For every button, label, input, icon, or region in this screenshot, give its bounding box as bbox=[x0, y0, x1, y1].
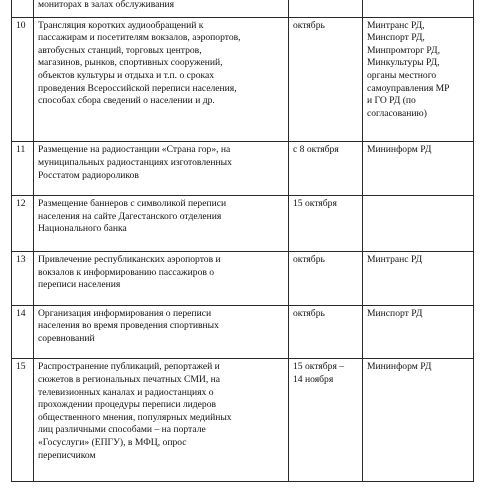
event-description-cell-line: телевизионных каналах и радиостанциях о bbox=[38, 386, 214, 398]
responsible-cell-line: Мининформ РД bbox=[367, 144, 432, 156]
event-description-cell-line: соревнований bbox=[38, 332, 95, 344]
deadline-cell bbox=[289, 251, 363, 305]
deadline-cell bbox=[289, 0, 363, 17]
event-description-cell-line: «Госуслуги» (ЕПГУ), в МФЦ, опрос bbox=[38, 437, 187, 449]
event-description-cell bbox=[34, 17, 289, 142]
event-description-cell-line: муниципальных радиостанциях изготовленных bbox=[38, 156, 232, 168]
deadline-cell-line: октябрь bbox=[293, 19, 325, 31]
deadline-cell-line: 15 октября bbox=[293, 198, 337, 210]
responsible-cell bbox=[363, 196, 474, 252]
event-description-cell-line: магазинов, рынков, спортивных сооружений, bbox=[38, 57, 223, 69]
event-description-cell-line: вокзалов к информированию пассажиров о bbox=[38, 266, 215, 278]
row-number-cell: 15 bbox=[12, 359, 34, 482]
row-number-cell: 12 bbox=[12, 196, 34, 252]
deadline-cell bbox=[289, 17, 363, 142]
event-description-cell-line: Размещение на радиостанции «Страна гор», на bbox=[38, 144, 231, 156]
deadline-cell-line: октябрь bbox=[293, 307, 325, 319]
empty-line bbox=[367, 0, 469, 12]
table-row bbox=[12, 0, 474, 17]
responsible-cell-line: и ГО РД (по bbox=[367, 95, 416, 107]
responsible-cell-line: Минтранс РД, bbox=[367, 19, 425, 31]
row-number-cell: 14 bbox=[12, 305, 34, 359]
row-number-cell: 13 bbox=[12, 251, 34, 305]
event-description-cell-line: переписи населения bbox=[38, 279, 121, 291]
row-number-cell bbox=[12, 0, 34, 17]
event-description-cell-line: Размещение баннеров с символикой переписи bbox=[38, 198, 227, 210]
event-description-cell-line: лиц различными способами – на портале bbox=[38, 424, 206, 436]
row-number-cell: 11 bbox=[12, 142, 34, 196]
deadline-cell bbox=[289, 305, 363, 359]
deadline-cell bbox=[289, 196, 363, 252]
responsible-cell bbox=[363, 17, 474, 142]
responsible-cell bbox=[363, 0, 474, 17]
event-description-cell-line: Росстатом радиороликов bbox=[38, 169, 139, 181]
events-plan-table-body bbox=[12, 0, 474, 482]
deadline-cell bbox=[289, 142, 363, 196]
events-plan-table bbox=[11, 0, 474, 482]
deadline-cell-line: 14 ноября bbox=[293, 374, 334, 386]
table-row bbox=[12, 359, 474, 482]
event-description-cell bbox=[34, 359, 289, 482]
event-description-cell-line: переписчиком bbox=[38, 449, 96, 461]
deadline-cell-line: октябрь bbox=[293, 253, 325, 265]
table-row bbox=[12, 142, 474, 196]
responsible-cell-line: Минпромторг РД, bbox=[367, 44, 440, 56]
table-row bbox=[12, 17, 474, 142]
event-description-cell-line: мониторах в залах обслуживания bbox=[38, 0, 175, 10]
event-description-cell bbox=[34, 196, 289, 252]
event-description-cell-line: Организация информирования о переписи bbox=[38, 307, 212, 319]
deadline-cell-line: 15 октября – bbox=[293, 361, 345, 373]
deadline-cell-line: с 8 октября bbox=[293, 144, 339, 156]
event-description-cell-line: пассажирам и посетителям вокзалов, аэропортов, bbox=[38, 32, 241, 44]
event-description-cell-line: общественного мнения, популярных медийных bbox=[38, 411, 232, 423]
deadline-cell bbox=[289, 359, 363, 482]
table-row bbox=[12, 251, 474, 305]
responsible-cell-line: Минспорт РД bbox=[367, 307, 423, 319]
responsible-cell-line: согласованию) bbox=[367, 107, 427, 119]
responsible-cell bbox=[363, 305, 474, 359]
event-description-cell-line: Трансляция коротких аудиообращений к bbox=[38, 19, 204, 31]
responsible-cell-line: Минспорт РД, bbox=[367, 32, 425, 44]
responsible-cell-line: Мининформ РД bbox=[367, 361, 432, 373]
responsible-cell-line: органы местного bbox=[367, 69, 437, 81]
event-description-cell bbox=[34, 142, 289, 196]
event-description-cell-line: объектов культуры и отдыха и т.п. о сроках bbox=[38, 69, 215, 81]
event-description-cell-line: Привлечение республиканских аэропортов и bbox=[38, 253, 221, 265]
event-description-cell bbox=[34, 0, 289, 17]
event-description-cell-line: проведения Всероссийской переписи населения, bbox=[38, 82, 237, 94]
empty-line bbox=[367, 198, 469, 211]
responsible-cell-line: Минкультуры РД, bbox=[367, 57, 440, 69]
responsible-cell bbox=[363, 142, 474, 196]
event-description-cell-line: Распространение публикаций, репортажей и bbox=[38, 361, 220, 373]
row-number-cell: 10 bbox=[12, 17, 34, 142]
table-row bbox=[12, 196, 474, 252]
responsible-cell bbox=[363, 359, 474, 482]
empty-line bbox=[293, 0, 358, 12]
event-description-cell-line: населения во время проведения спортивных bbox=[38, 320, 219, 332]
responsible-cell-line: Минтранс РД bbox=[367, 253, 423, 265]
responsible-cell-line: самоуправления МР bbox=[367, 82, 450, 94]
event-description-cell-line: автобусных станций, торговых центров, bbox=[38, 44, 202, 56]
event-description-cell-line: Национального банка bbox=[38, 223, 127, 235]
event-description-cell-line: населения на сайте Дагестанского отделения bbox=[38, 210, 222, 222]
event-description-cell bbox=[34, 305, 289, 359]
event-description-cell-line: способах сбора сведений о населении и др. bbox=[38, 95, 215, 107]
responsible-cell bbox=[363, 251, 474, 305]
event-description-cell-line: прохождении процедуры переписи лидеров bbox=[38, 399, 217, 411]
event-description-cell-line: сюжетов в региональных печатных СМИ, на bbox=[38, 374, 221, 386]
event-description-cell bbox=[34, 251, 289, 305]
table-row bbox=[12, 305, 474, 359]
